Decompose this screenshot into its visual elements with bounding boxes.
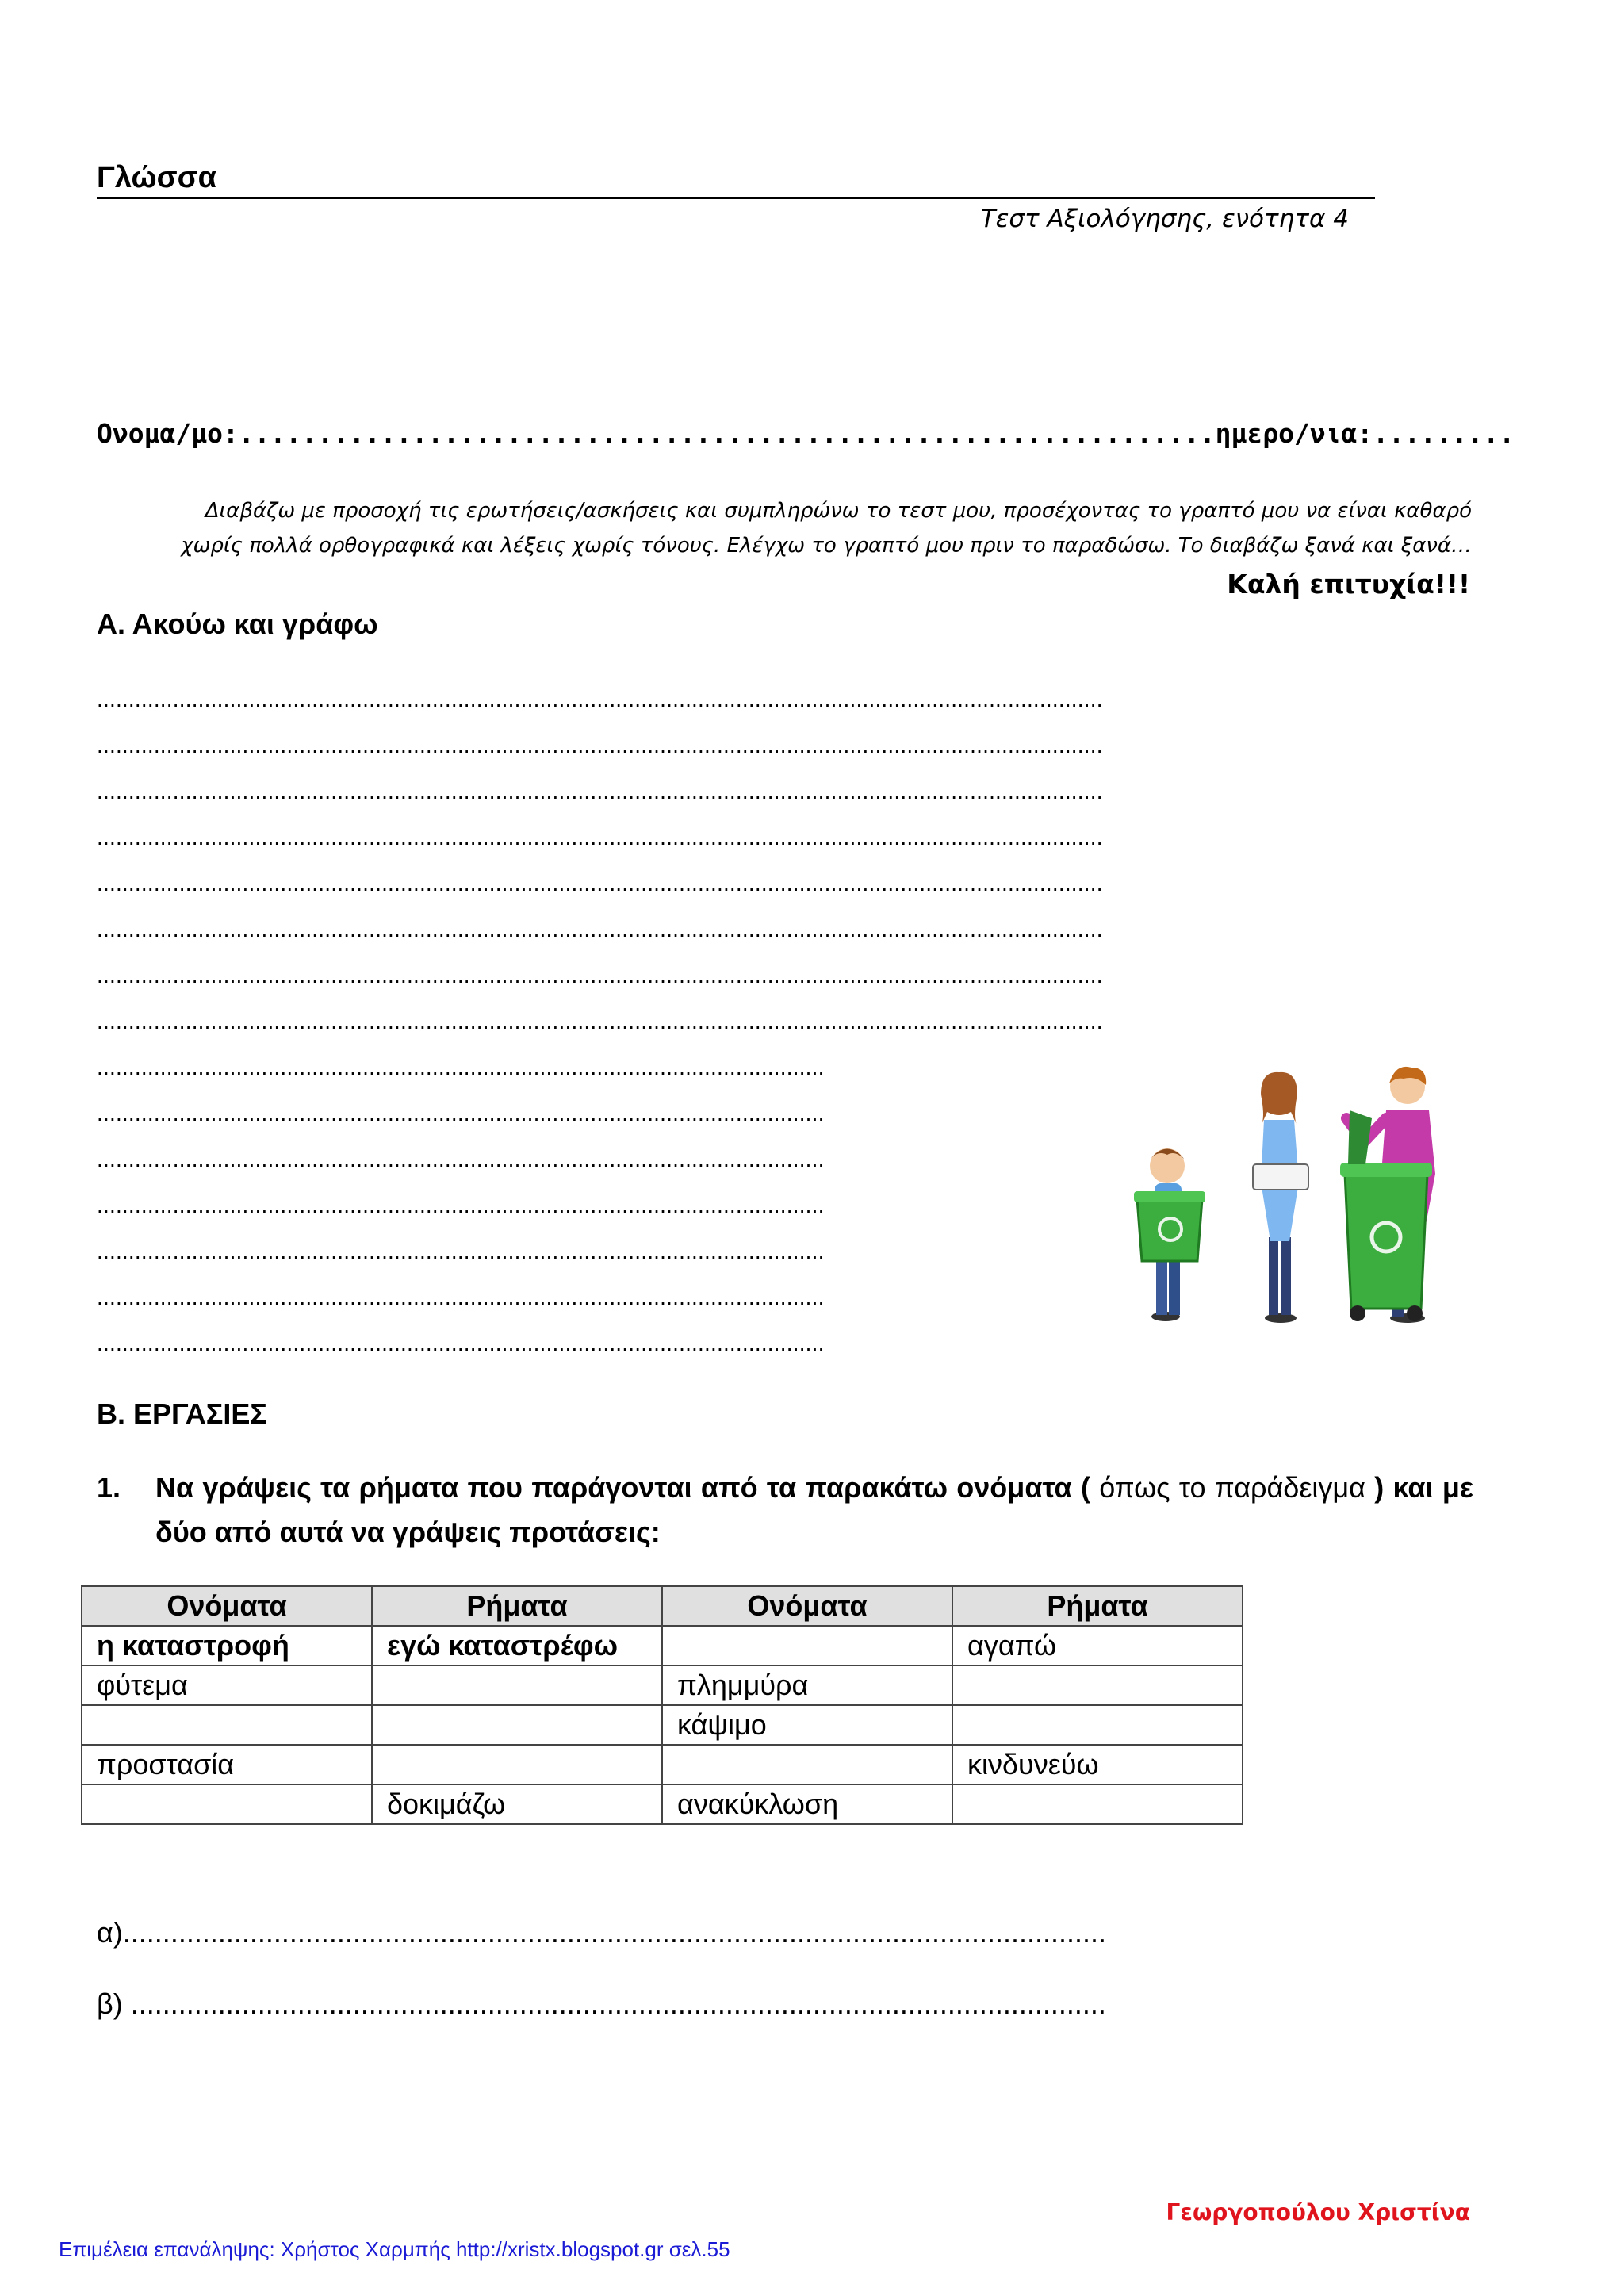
table-cell[interactable]	[372, 1745, 662, 1784]
table-header-cell: Ονόματα	[662, 1586, 952, 1626]
table-cell[interactable]	[662, 1626, 952, 1665]
task-1-text-bold: Να γράψεις τα ρήματα που παράγονται από τα παρακάτω ονόματα (	[155, 1471, 1090, 1504]
table-header-cell: Ρήματα	[952, 1586, 1243, 1626]
author-name: Γεωργοπούλου Χριστίνα	[1166, 2199, 1470, 2225]
table-cell: εγώ καταστρέφω	[372, 1626, 662, 1665]
instructions-line-1: Διαβάζω με προσοχή τις ερωτήσεις/ασκήσεις και συμπληρώνω το τεστ μου, προσέχοντας το γραπτό μου να είναι καθαρό	[205, 499, 1472, 523]
task-1-number: 1.	[97, 1471, 121, 1504]
section-b-title: Β. ΕΡΓΑΣΙΕΣ	[97, 1397, 267, 1430]
writing-line: ...............................................................................................................................................................	[97, 871, 1103, 895]
table-cell: προστασία	[82, 1745, 372, 1784]
table-cell[interactable]	[662, 1745, 952, 1784]
answer-line-b: β) ...........................................................................................................................	[97, 1987, 1106, 2020]
writing-line: ...............................................................................................................................................................	[97, 1009, 1103, 1033]
writing-line-short: ...................................................................................................................	[97, 1193, 825, 1217]
footer-credit: Επιμέλεια επανάληψης: Χρήστος Χαρμπής http://xristx.blogspot.gr σελ.55	[59, 2237, 730, 2261]
table-cell: ανακύκλωση	[662, 1784, 952, 1824]
table-cell[interactable]	[952, 1784, 1243, 1824]
table-cell[interactable]	[952, 1665, 1243, 1705]
table-row	[82, 1705, 1243, 1745]
writing-line-short: ...................................................................................................................	[97, 1239, 825, 1263]
writing-line-short: ...................................................................................................................	[97, 1101, 825, 1125]
table-cell: δοκιμάζω	[372, 1784, 662, 1824]
good-luck: Καλή επιτυχία!!!	[1227, 569, 1470, 600]
table-cell: πλημμύρα	[662, 1665, 952, 1705]
table-row	[82, 1784, 1243, 1824]
task-1-text-bold-end: )	[1374, 1471, 1385, 1504]
table-cell[interactable]	[372, 1665, 662, 1705]
writing-line-short: ...................................................................................................................	[97, 1147, 825, 1171]
answer-line-a: α)............................................................................................................................	[97, 1916, 1107, 1949]
writing-line: ...............................................................................................................................................................	[97, 687, 1103, 711]
writing-line: ...............................................................................................................................................................	[97, 733, 1103, 757]
table-cell: κινδυνεύω	[952, 1745, 1243, 1784]
words-table	[81, 1585, 1243, 1825]
table-header-cell: Ονόματα	[82, 1586, 372, 1626]
task-1	[97, 1466, 1473, 1554]
recycle-bin-small-icon	[1134, 1191, 1205, 1261]
writing-line-short: ...................................................................................................................	[97, 1055, 825, 1079]
table-row	[82, 1745, 1243, 1784]
writing-line: ...............................................................................................................................................................	[97, 917, 1103, 941]
writing-line: ...............................................................................................................................................................	[97, 963, 1103, 987]
table-cell: αγαπώ	[952, 1626, 1243, 1665]
table-cell: φύτεμα	[82, 1665, 372, 1705]
table-header-row	[82, 1586, 1243, 1626]
table-cell[interactable]	[952, 1705, 1243, 1745]
table-cell: κάψιμο	[662, 1705, 952, 1745]
recycling-family-illustration	[1134, 1063, 1467, 1332]
writing-line-short: ...................................................................................................................	[97, 1331, 825, 1355]
table-header-cell: Ρήματα	[372, 1586, 662, 1626]
woman-figure	[1253, 1072, 1308, 1323]
writing-line: ...............................................................................................................................................................	[97, 825, 1103, 849]
writing-line: ...............................................................................................................................................................	[97, 779, 1103, 803]
instructions	[119, 493, 1472, 563]
table-cell[interactable]	[82, 1784, 372, 1824]
name-date-line: Ονομα/μο:..............................................................ημερο/νια:.........	[97, 418, 1515, 449]
table-cell[interactable]	[82, 1705, 372, 1745]
instructions-line-2: χωρίς πολλά ορθογραφικά και λέξεις χωρίς τόνους. Ελέγχω το γραπτό μου πριν το παραδώσω. Το διαβάζω ξανά και ξανά…	[181, 534, 1472, 558]
task-1-text-normal: όπως το παράδειγμα	[1090, 1471, 1375, 1504]
table-cell: η καταστροφή	[82, 1626, 372, 1665]
table-cell[interactable]	[372, 1705, 662, 1745]
table-row	[82, 1626, 1243, 1665]
test-title: Τεστ Αξιολόγησης, ενότητα 4	[980, 205, 1349, 233]
section-a-title: Α. Ακούω και γράφω	[97, 608, 378, 640]
table-row	[82, 1665, 1243, 1705]
task-1-text-line2: και με δύο από αυτά να γράψεις προτάσεις:	[155, 1471, 1473, 1548]
writing-line-short: ...................................................................................................................	[97, 1285, 825, 1309]
subject-title: Γλώσσα	[97, 159, 1375, 199]
